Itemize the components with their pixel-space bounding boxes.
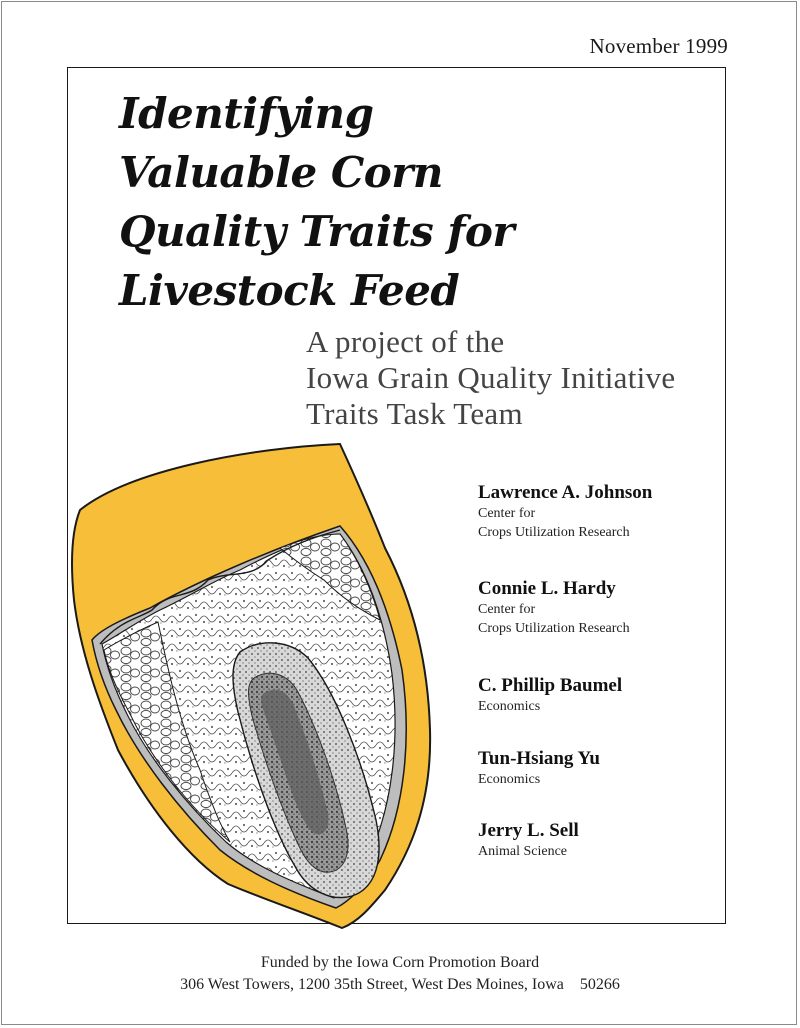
author-entry [478, 748, 600, 789]
author-name: C. Phillip Baumel [478, 675, 623, 696]
author-name: Tun-Hsiang Yu [478, 748, 600, 769]
title-line: Identifying [119, 89, 374, 138]
author-name: Lawrence A. Johnson [478, 482, 653, 503]
author-entry [478, 675, 622, 716]
document-subtitle [306, 324, 675, 432]
author-affiliation: Center for [478, 506, 536, 521]
subtitle-line: A project of the [306, 324, 505, 359]
title-line: Valuable Corn [119, 148, 443, 197]
author-affiliation: Center for [478, 602, 536, 617]
author-affiliation: Economics [478, 699, 541, 714]
publication-date: November 1999 [589, 34, 728, 58]
subtitle-line: Iowa Grain Quality Initiative [306, 360, 676, 395]
author-entry [478, 820, 579, 861]
funding-line: Funded by the Iowa Corn Promotion Board [260, 954, 540, 971]
author-affiliation: Economics [478, 772, 541, 787]
address-line: 306 West Towers, 1200 35th Street, West Des Moines, Iowa 50266 [180, 976, 620, 993]
document-title [119, 84, 659, 320]
corn-kernel-illustration [40, 430, 440, 930]
author-affiliation: Crops Utilization Research [478, 621, 630, 636]
author-affiliation: Crops Utilization Research [478, 525, 630, 540]
title-line: Livestock Feed [119, 266, 460, 315]
author-entry [478, 482, 652, 542]
funding-footer [0, 952, 800, 996]
author-name: Jerry L. Sell [478, 820, 579, 841]
title-line: Quality Traits for [119, 207, 515, 256]
author-name: Connie L. Hardy [478, 578, 616, 599]
subtitle-line: Traits Task Team [306, 396, 523, 431]
author-affiliation: Animal Science [478, 844, 568, 859]
author-entry [478, 578, 630, 638]
